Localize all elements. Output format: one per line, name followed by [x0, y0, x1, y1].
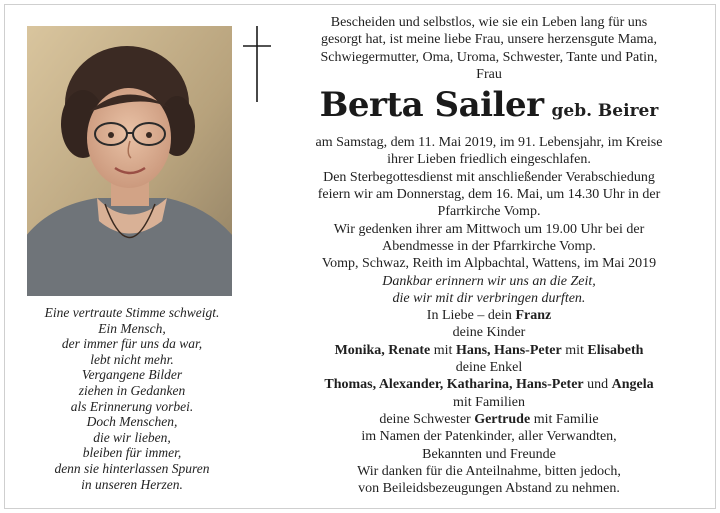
closing-line: Wir danken für die Anteilnahme, bitten jedoch,: [357, 463, 621, 479]
portrait-photo: [27, 26, 232, 296]
gratitude-line: Dankbar erinnern wir uns an die Zeit,: [382, 273, 596, 289]
grandchild-last: Angela: [611, 377, 654, 393]
children-line: [284, 342, 694, 359]
notice-text: [284, 14, 694, 497]
funeral-line: Den Sterbegottesdienst mit anschließender Verabschiedung: [323, 169, 655, 185]
families-label: mit Familien: [453, 394, 525, 410]
poem-line: Eine vertraute Stimme schweigt.: [44, 305, 220, 320]
sister-suffix: mit Familie: [530, 411, 599, 427]
memorial-line: Abendmesse in der Pfarrkirche Vomp.: [382, 238, 596, 254]
funeral-line: feiern wir am Donnerstag, dem 16. Mai, um 14.30 Uhr in der: [317, 187, 661, 203]
sister-name: Gertrude: [474, 411, 531, 427]
deceased-name-row: [284, 85, 694, 133]
children-partners: Hans, Hans-Peter: [455, 342, 562, 358]
deceased-name: Berta Sailer: [319, 85, 544, 126]
memorial-poem: [18, 305, 246, 492]
cross-icon: [242, 24, 272, 104]
connector-text: und: [583, 377, 612, 393]
gratitude-line: die wir mit dir verbringen durften.: [392, 290, 586, 306]
godchildren-line: im Namen der Patenkinder, aller Verwandten,: [361, 429, 617, 445]
poem-line: der immer für uns da war,: [61, 336, 203, 352]
poem-line: Vergangene Bilder: [81, 367, 183, 383]
intro-line: gesorgt hat, ist meine liebe Frau, unsere herzensgute Mama,: [320, 32, 658, 48]
poem-line: bleiben für immer,: [82, 445, 182, 461]
poem-line: lebt nicht mehr.: [90, 351, 174, 367]
grandchildren-line: [284, 376, 694, 393]
connector-text: mit: [430, 342, 456, 358]
sister-prefix: deine Schwester: [379, 411, 475, 427]
poem-line: als Erinnerung vorbei.: [70, 398, 194, 414]
intro-line: Bescheiden und selbstlos, wie sie ein Leben lang für uns: [330, 15, 648, 30]
connector-text: mit: [561, 342, 588, 358]
children-label: deine Kinder: [452, 325, 526, 341]
godchildren-line: Bekannten und Freunde: [422, 446, 556, 462]
children-partner-last: Elisabeth: [587, 342, 644, 358]
place-date: Vomp, Schwaz, Reith im Alpbachtal, Wattens, im Mai 2019: [321, 256, 657, 272]
poem-line: die wir lieben,: [93, 429, 171, 445]
poem-line: ziehen in Gedanken: [78, 382, 186, 398]
poem-line: Ein Mensch,: [98, 320, 166, 336]
maiden-name: geb. Beirer: [551, 101, 659, 122]
death-notice-line: ihrer Lieben friedlich eingeschlafen.: [387, 152, 591, 168]
poem-line: Doch Menschen,: [86, 414, 178, 430]
grandchildren-names: Thomas, Alexander, Katharina, Hans-Peter: [324, 377, 584, 393]
sister-line: [284, 411, 694, 428]
closing-line: von Beileidsbezeugungen Abstand zu nehmen.: [358, 481, 620, 497]
in-love-line: [284, 307, 694, 324]
portrait-image: [27, 26, 232, 296]
death-notice-line: am Samstag, dem 11. Mai 2019, im 91. Lebensjahr, im Kreise: [315, 135, 663, 151]
intro-line: Schwiegermutter, Oma, Uroma, Schwester, Tante und Patin,: [320, 49, 658, 65]
funeral-line: Pfarrkirche Vomp.: [437, 204, 541, 220]
memorial-line: Wir gedenken ihrer am Mittwoch um 19.00 Uhr bei der: [333, 221, 645, 237]
poem-line: in unseren Herzen.: [81, 476, 183, 492]
husband-name: Franz: [515, 308, 552, 324]
children-names: Monika, Renate: [334, 342, 431, 358]
poem-line: denn sie hinterlassen Spuren: [54, 460, 210, 476]
in-love-prefix: In Liebe – dein: [426, 308, 516, 324]
intro-line: Frau: [476, 66, 502, 82]
grandchildren-label: deine Enkel: [455, 360, 523, 376]
